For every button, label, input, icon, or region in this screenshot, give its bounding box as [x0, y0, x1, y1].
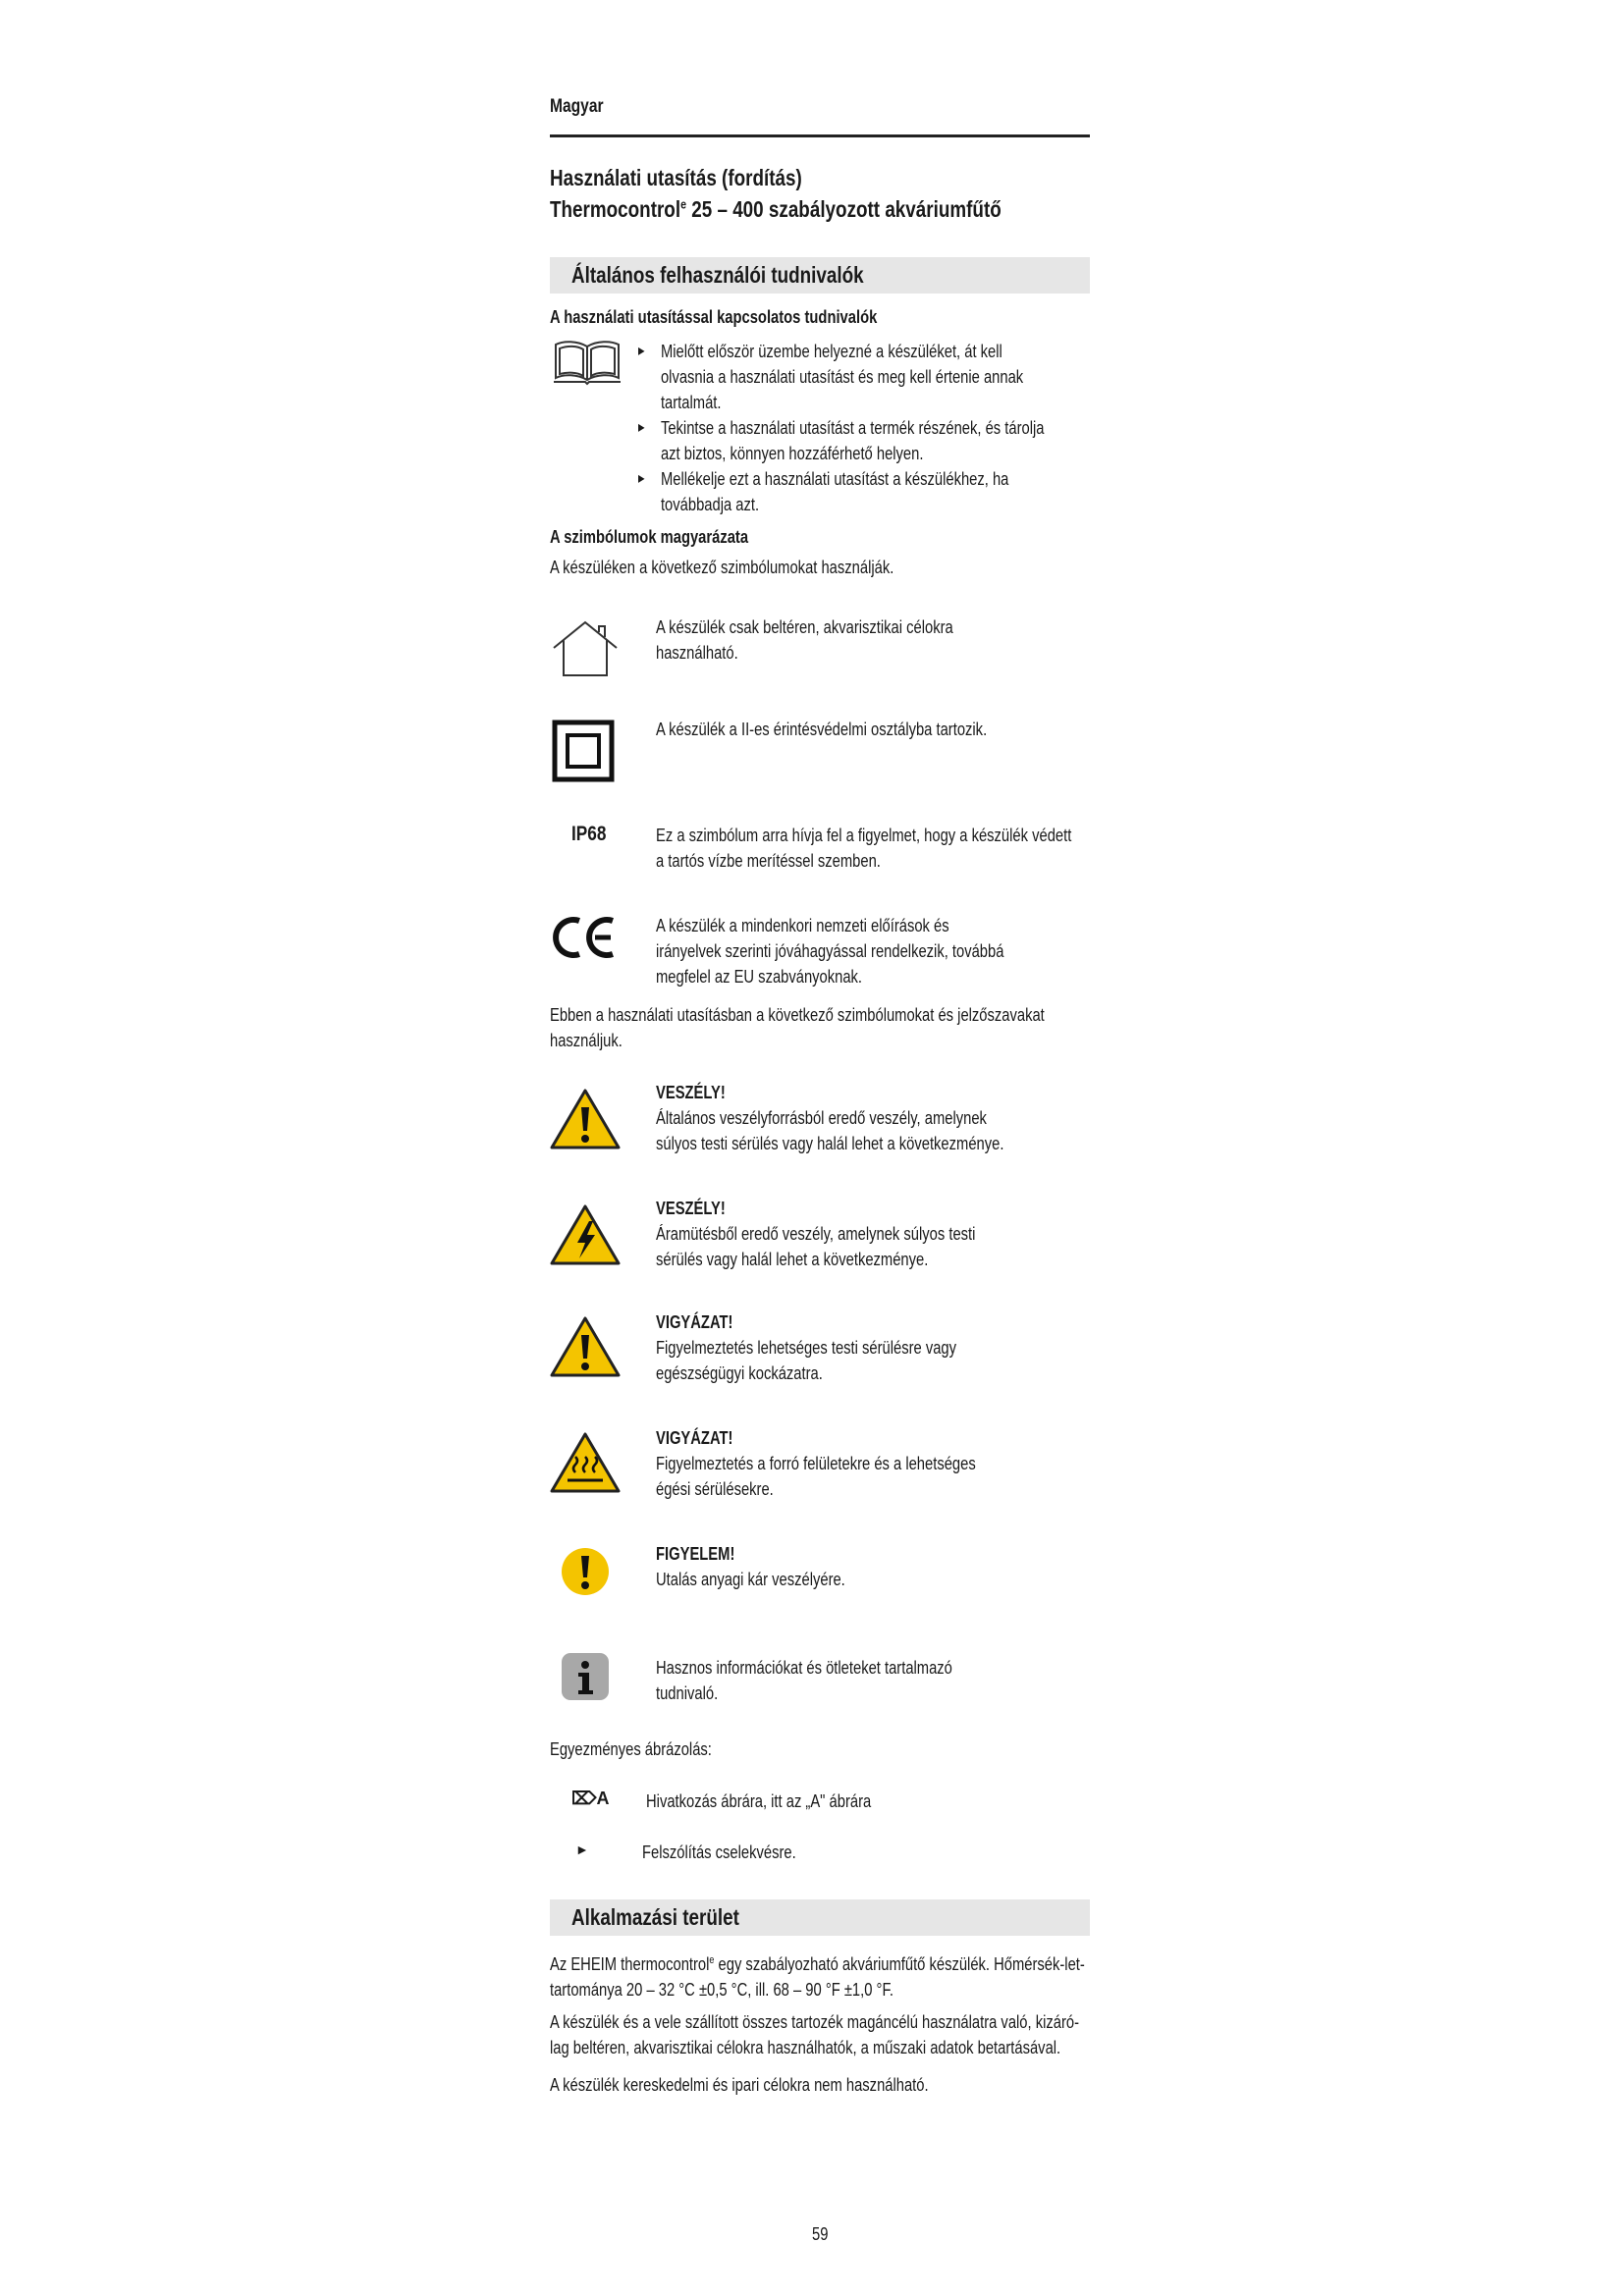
warnings-intro: Ebben a használati utasításban a következő szimbólumokat és jelzőszavakat használjuk. [550, 1005, 1045, 1050]
language-label: Magyar [550, 96, 604, 117]
header-rule [550, 134, 1090, 137]
attention-circle-icon [560, 1546, 611, 1597]
document-title-line1: Használati utasítás (fordítás) [550, 165, 802, 190]
warning-text-danger: Általános veszélyforrásból eredő veszély, amelynek súlyos testi sérülés vagy halál lehet a következménye. [656, 1108, 1004, 1153]
warning-head-danger: VESZÉLY! [656, 1083, 726, 1102]
subheading-instructions: A használati utasítással kapcsolatos tudnivalók [550, 307, 878, 327]
list-item: ▸ Mellékelje ezt a használati utasítást a készülékhez, ha továbbadja azt. [638, 466, 1056, 517]
application-paragraph-3: A készülék kereskedelmi és ipari célokra nem használható. [550, 2075, 929, 2095]
hot-surface-icon [550, 1431, 621, 1494]
application-paragraph-1: Az EHEIM thermocontrol$^e$ egy szabályozható akváriumfűtő készülék. Hőmérsék-let-tartománya 20 – 32 °C ±0,5 °C, ill. 68 – 90 °F ±1,0 °F. [550, 1954, 1085, 2000]
electric-hazard-icon [550, 1203, 621, 1266]
conventions-heading: Egyezményes ábrázolás: [550, 1739, 712, 1759]
symbol-text-ip68: Ez a szimbólum arra hívja fel a figyelmet, hogy a készülék védett a tartós vízbe merítéssel szemben. [656, 826, 1072, 871]
double-insulation-icon [552, 720, 615, 782]
list-item: ▸ Mielőtt először üzembe helyezné a készüléket, át kell olvasnia a használati utasítást és meg kell értenie annak tartalmát. [638, 339, 1056, 415]
ce-mark-icon [550, 913, 619, 962]
warning-head-attention: FIGYELEM! [656, 1544, 735, 1564]
action-arrow-icon: ► [575, 1842, 589, 1857]
warning-text-hot: Figyelmeztetés a forró felületekre és a lehetséges égési sérülésekre. [656, 1454, 976, 1499]
warning-head-hot: VIGYÁZAT! [656, 1428, 733, 1448]
warning-text-electric: Áramütésből eredő veszély, amelynek súlyos testi sérülés vagy halál lehet a következménye. [656, 1224, 976, 1269]
symbol-text-class2: A készülék a II-es érintésvédelmi osztályba tartozik. [656, 720, 988, 739]
symbol-text-ce: A készülék a mindenkori nemzeti előírások és irányelvek szerinti jóváhagyással rendelkezik, továbbá megfelel az EU szabványoknak. [656, 916, 1004, 987]
section-heading-general: Általános felhasználói tudnivalók [550, 257, 1090, 294]
warning-triangle-icon [550, 1088, 621, 1150]
subheading-symbols: A szimbólumok magyarázata [550, 527, 749, 547]
book-icon [552, 339, 623, 386]
symbols-intro: A készüléken a következő szimbólumokat használják. [550, 558, 894, 577]
info-text: Hasznos információkat és ötleteket tartalmazó tudnivaló. [656, 1658, 952, 1703]
warning-head-electric: VESZÉLY! [656, 1199, 726, 1218]
info-icon [560, 1651, 611, 1702]
figure-reference-symbol: ⌦A [571, 1789, 610, 1808]
action-arrow-text: Felszólítás cselekvésre. [642, 1842, 796, 1862]
instruction-bullets [638, 339, 1056, 517]
warning-head-caution: VIGYÁZAT! [656, 1312, 733, 1332]
warning-triangle-icon [550, 1315, 621, 1378]
warning-text-attention: Utalás anyagi kár veszélyére. [656, 1570, 845, 1589]
symbol-text-indoor: A készülék csak beltéren, akvarisztikai célokra használható. [656, 617, 953, 663]
document-title-line2: Thermocontrol$^e$ 25 – 400 szabályozott akváriumfűtő [550, 196, 1001, 222]
application-paragraph-2: A készülék és a vele szállított összes tartozék magáncélú használatra való, kizáró-lag beltéren, akvarisztikai célokra használhatók, a műszaki adatok betartásával. [550, 2012, 1080, 2057]
warning-text-caution: Figyelmeztetés lehetséges testi sérülésre vagy egészségügyi kockázatra. [656, 1338, 957, 1383]
house-icon [550, 618, 621, 679]
list-item: ▸ Tekintse a használati utasítást a termék részének, és tárolja azt biztos, könnyen hozzáférhető helyen. [638, 415, 1056, 466]
figure-reference-text: Hivatkozás ábrára, itt az „A" ábrára [646, 1791, 872, 1811]
ip68-label: IP68 [571, 823, 607, 845]
page-number: 59 [812, 2224, 829, 2244]
section-heading-application: Alkalmazási terület [550, 1899, 1090, 1936]
